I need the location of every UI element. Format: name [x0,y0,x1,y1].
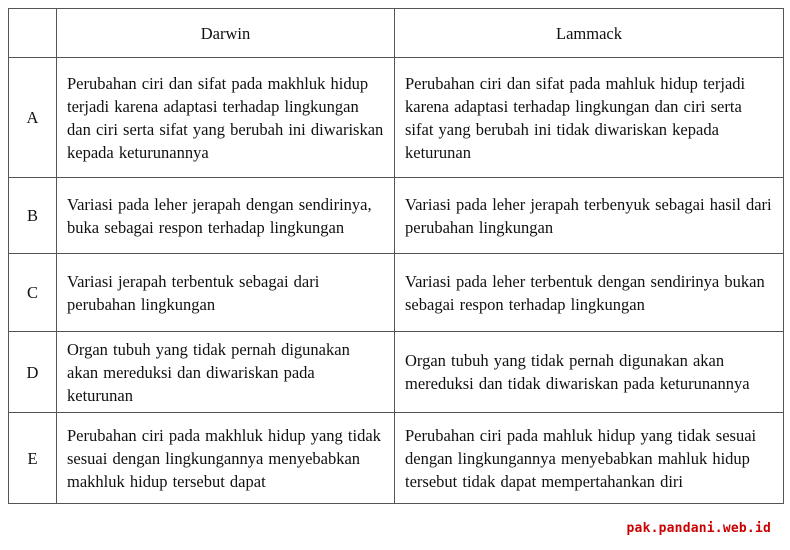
header-lammack: Lammack [395,9,784,58]
lammack-cell: Variasi pada leher terbentuk dengan sendirinya bukan sebagai respon terhadap lingkungan [395,254,784,332]
darwin-cell [57,413,395,504]
row-label: A [9,58,57,178]
darwin-cell: Variasi pada leher jerapah dengan sendirinya, buka sebagai respon terhadap lingkungan [57,178,395,254]
table-row [9,178,784,254]
table-row [9,413,784,504]
watermark: pak.pandani.web.id [626,521,771,536]
lammack-cell: Variasi pada leher jerapah terbenyuk sebagai hasil dari perubahan lingkungan [395,178,784,254]
darwin-cell: Organ tubuh yang tidak pernah digunakan akan mereduksi dan diwariskan pada keturunan [57,332,395,413]
darwin-cell: Perubahan ciri dan sifat pada makhluk hidup terjadi karena adaptasi terhadap lingkungan dan ciri serta sifat yang berubah ini diwariskan kepada keturunannya [57,58,395,178]
comparison-table [8,8,784,504]
row-label: E [9,413,57,504]
header-darwin: Darwin [57,9,395,58]
darwin-cell-text: Perubahan ciri pada makhluk hidup yang tidak sesuai dengan lingkungannya menyebabkan makhluk hidup tersebut dapat [67,425,381,491]
table-header-row [9,9,784,58]
lammack-cell-text: Perubahan ciri pada mahluk hidup yang tidak sesuai dengan lingkungannya menyebabkan mahluk hidup tersebut tidak dapat mempertahankan diri [405,425,757,491]
lammack-cell [395,413,784,504]
lammack-cell: Perubahan ciri dan sifat pada mahluk hidup terjadi karena adaptasi terhadap lingkungan dan ciri serta sifat yang berubah ini tidak diwariskan kepada keturunan [395,58,784,178]
table-row [9,254,784,332]
row-label: D [9,332,57,413]
lammack-cell: Organ tubuh yang tidak pernah digunakan akan mereduksi dan tidak diwariskan pada keturunannya [395,332,784,413]
row-label: C [9,254,57,332]
header-corner-cell [9,9,57,58]
table-row [9,58,784,178]
row-label: B [9,178,57,254]
darwin-cell: Variasi jerapah terbentuk sebagai dari perubahan lingkungan [57,254,395,332]
table-row [9,332,784,413]
